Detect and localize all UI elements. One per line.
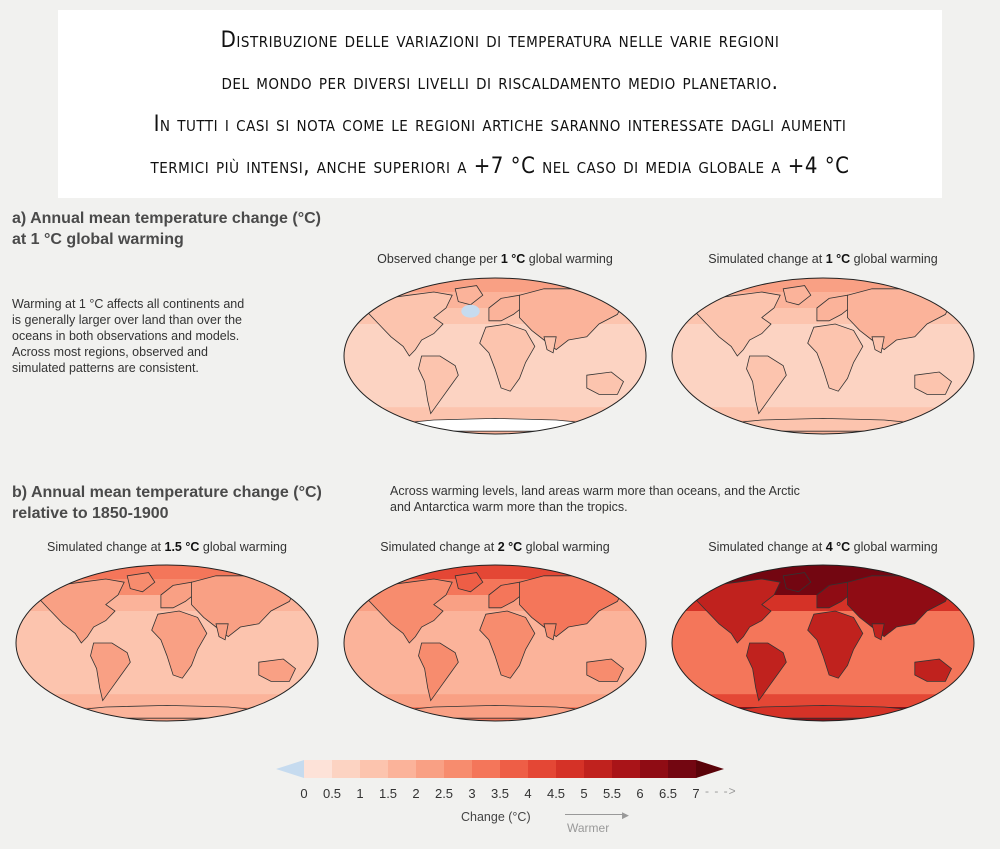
- map-svg: [670, 276, 976, 436]
- map-simulated-1c: [670, 276, 976, 436]
- map-label-observed-1: [342, 252, 648, 266]
- section-b-desc-line: Across warming levels, land areas warm more than oceans, and the Arctic: [390, 484, 800, 498]
- colorbar-tick-label: 4: [524, 786, 532, 801]
- colorbar-tick-label: 7: [692, 786, 700, 801]
- colorbar-tick-label: 2: [412, 786, 420, 801]
- section-b-title-line1: b) Annual mean temperature change (°C): [12, 484, 322, 501]
- colorbar-tick-label: 3: [468, 786, 476, 801]
- colorbar-label: Change (°C): [461, 810, 531, 824]
- section-a-title-line1: a) Annual mean temperature change (°C): [12, 210, 321, 227]
- colorbar-tick-label: 4.5: [546, 786, 566, 801]
- colorbar-step: [612, 760, 641, 778]
- map-label-suffix: global warming: [199, 540, 287, 554]
- colorbar-step: [332, 760, 361, 778]
- map-label-level: 1 °C: [825, 252, 851, 266]
- map-label-prefix: Simulated change at: [708, 540, 826, 554]
- section-a-desc-line: is generally larger over land than over the: [12, 313, 242, 327]
- colorbar-step: [528, 760, 557, 778]
- section-a-desc-line: oceans in both observations and models.: [12, 329, 240, 343]
- colorbar-step: [444, 760, 473, 778]
- colorbar-step: [584, 760, 613, 778]
- banner-line-1: Distribuzione delle variazioni di temperatura nelle varie regioni: [220, 28, 780, 53]
- map-label-4c: [670, 540, 976, 554]
- colorbar-tick-label: 5.5: [602, 786, 622, 801]
- map-label-level: 2 °C: [497, 540, 523, 554]
- colorbar-more-arrow: - - ->: [705, 784, 737, 798]
- map-label-1-5c: [14, 540, 320, 554]
- colorbar-tick-label: 6: [636, 786, 644, 801]
- map-label-prefix: Simulated change at: [708, 252, 826, 266]
- map-label-2c: [342, 540, 648, 554]
- colorbar-tick-label: 5: [580, 786, 588, 801]
- map-label-prefix: Simulated change at: [380, 540, 498, 554]
- section-a-title-line2: at 1 °C global warming: [12, 231, 184, 248]
- section-a-desc-line: Across most regions, observed and: [12, 345, 208, 359]
- colorbar-tick-label: 1.5: [378, 786, 398, 801]
- map-label-level: 1 °C: [500, 252, 526, 266]
- map-svg: [342, 563, 648, 723]
- colorbar-step: [416, 760, 445, 778]
- colorbar: [276, 760, 724, 778]
- banner-line-2: del mondo per diversi livelli di riscaldamento medio planetario.: [221, 70, 779, 95]
- colorbar-step: [668, 760, 697, 778]
- map-label-level: 4 °C: [825, 540, 851, 554]
- colorbar-step: [304, 760, 333, 778]
- map-simulated-1-5c: [14, 563, 320, 723]
- section-b-desc-line: and Antarctica warm more than the tropics.: [390, 500, 628, 514]
- banner-line-4: termici più intensi, anche superiori a +7 °C nel caso di media globale a +4 °C: [150, 154, 850, 179]
- map-label-suffix: global warming: [850, 252, 938, 266]
- map-svg: [342, 276, 648, 436]
- section-b-title: [12, 482, 322, 524]
- section-a-desc-line: simulated patterns are consistent.: [12, 361, 199, 375]
- colorbar-step: [360, 760, 389, 778]
- colorbar-step: [556, 760, 585, 778]
- section-a-desc-line: Warming at 1 °C affects all continents and: [12, 297, 245, 311]
- map-svg: [14, 563, 320, 723]
- section-b-title-line2: relative to 1850-1900: [12, 505, 169, 522]
- map-label-level: 1.5 °C: [164, 540, 200, 554]
- section-b-description: [390, 483, 800, 515]
- colorbar-step: [472, 760, 501, 778]
- colorbar-tick-label: 0: [300, 786, 308, 801]
- map-label-suffix: global warming: [525, 252, 613, 266]
- map-cooling-patch: [461, 305, 479, 318]
- colorbar-tick-label: 1: [356, 786, 364, 801]
- map-label-suffix: global warming: [850, 540, 938, 554]
- section-a-title: [12, 208, 321, 250]
- map-label-simulated-1: [670, 252, 976, 266]
- colorbar-negative-triangle: [276, 760, 304, 778]
- colorbar-step: [640, 760, 669, 778]
- banner-line-3: In tutti i casi si nota come le regioni artiche saranno interessate dagli aumenti: [153, 112, 847, 137]
- map-observed-1c: [342, 276, 648, 436]
- colorbar-max-triangle: [696, 760, 724, 778]
- section-a-description: [12, 296, 244, 376]
- map-label-prefix: Observed change per: [377, 252, 501, 266]
- colorbar-tick-label: 2.5: [434, 786, 454, 801]
- colorbar-tick-label: 6.5: [658, 786, 678, 801]
- colorbar-step: [500, 760, 529, 778]
- colorbar-tick-label: 0.5: [322, 786, 342, 801]
- warmer-arrow-line: [565, 814, 625, 815]
- banner: [58, 10, 942, 198]
- map-label-suffix: global warming: [522, 540, 610, 554]
- warmer-arrow-head: ▶: [622, 810, 629, 820]
- map-simulated-2c: [342, 563, 648, 723]
- map-label-prefix: Simulated change at: [47, 540, 165, 554]
- map-svg: [670, 563, 976, 723]
- colorbar-step: [388, 760, 417, 778]
- colorbar-tick-label: 3.5: [490, 786, 510, 801]
- warmer-label: Warmer: [567, 821, 610, 835]
- map-simulated-4c: [670, 563, 976, 723]
